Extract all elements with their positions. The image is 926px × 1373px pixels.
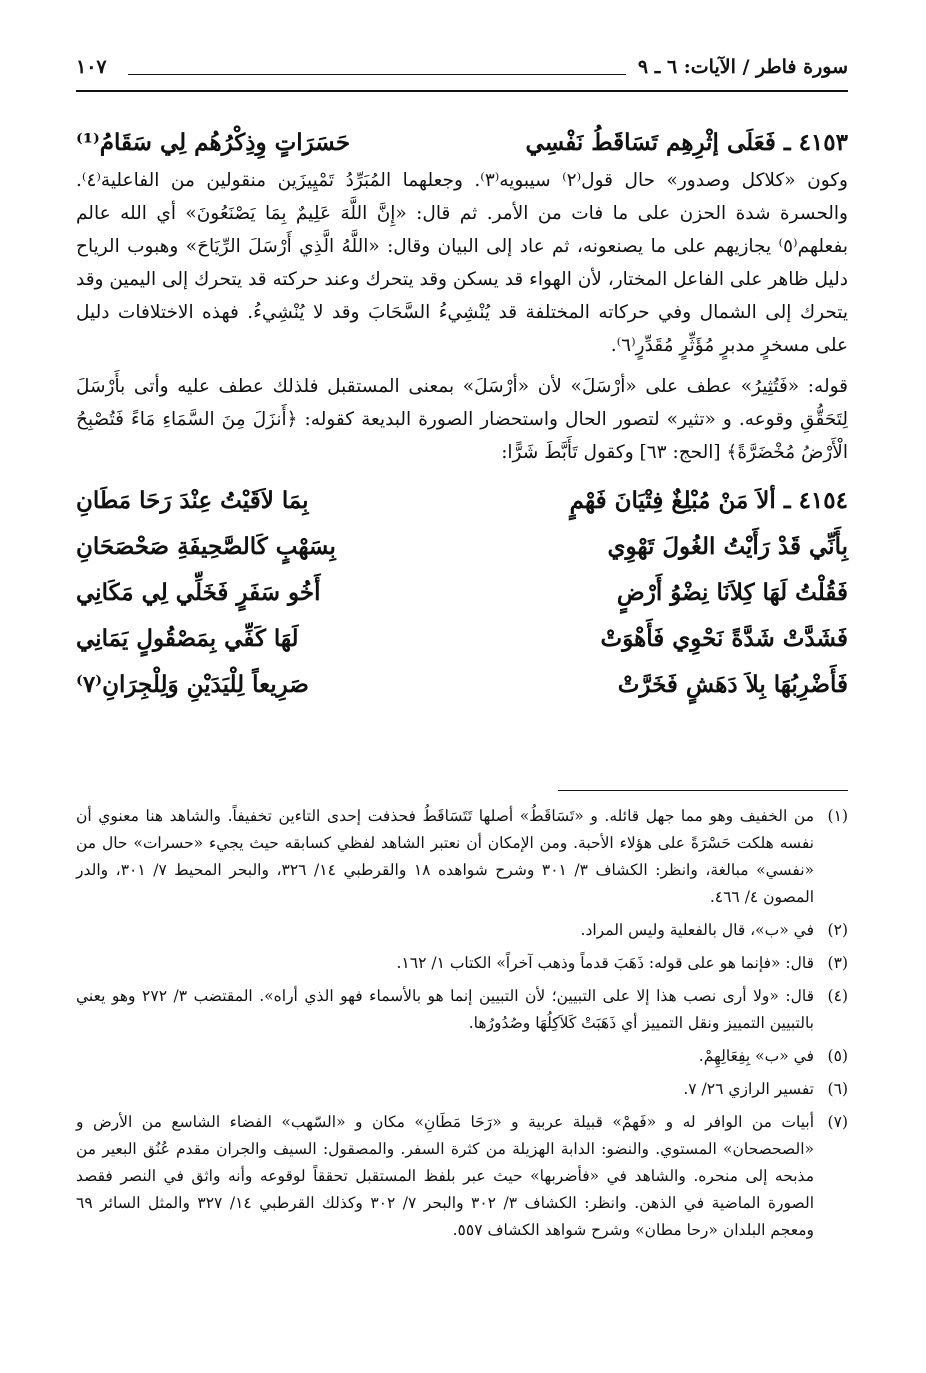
verse-second-hemistich: حَسَرَاتٍ وِذِكْرُهُم لِي سَقَامُ⁽¹⁾: [76, 128, 351, 156]
main-text: [76, 120, 848, 707]
footnote-text: أبيات من الوافر له و «فَهمْ» قبيلة عربية و «رَحَا مَطَانِ» مكان و «السّهب» الفضاء الشاسع من الأرض و «الصحصحان» المستوي. والنضو: الدابة الهزيلة من كثرة السفر. والمصقول: السيف والجران مقدم عُنُق البعير من مذبحه إلى منحره. والشاهد في «فأضربها» حيث عبر بلفظ المستقبل تحققاً لوقوعه وأنه واثق في النصر فقصد الصورة الماضية في الذهن. وانظر: الكشاف ٣/ ٣٠٢ والبحر ٧/ ٣٠٢ وكذلك القرطبي ١٤/ ٣٢٧ والمثل السائر ٦٩ ومعجم البلدان «رحا مطان» وشرح شواهد الكشاف ٥٥٧.: [76, 1113, 815, 1239]
verse-second-hemistich: أَخُو سَفَرٍ فَخَلِّي لِي مَكَانِي: [76, 578, 321, 606]
poem-line: [76, 615, 848, 661]
poem-line: [76, 523, 848, 569]
verse-first-hemistich: بِأَنِّي قَدْ رَأَيْتُ الغُولَ تَهْوِي: [607, 532, 848, 560]
verse-first-hemistich: فَشَدَّتْ شَدَّةً نَحْوِي فَأَهْوَتْ: [600, 624, 848, 652]
footnote-text: من الخفيف وهو مما جهل قائله. و «تَسَاقَطُ» أصلها تَتَسَاقَطُ فحذفت إحدى التاءين تخفيفاً. والشاهد هنا معنوي أن نفسه هلكت حَسْرَةً على هؤلاء الأحبة. ومن الإمكان أن نعتبر الشاهد لفظي كسابقه حيث يجيء «حسرات» حال من «نفسي» مبالغة، وانظر: الكشاف ٣/ ٣٠١ وشرح شواهده ١٨ والقرطبي ١٤/ ٣٢٦، والبحر المحيط ٧/ ٣٠١، والدر المصون ٤/ ٤٦٦.: [76, 807, 814, 906]
footnote-text: قال: «ولا أرى نصب هذا إلا على التبيين؛ لأن التبيين إنما هو بالأسماء فهو الذي أراه». المقتضب ٣/ ٢٧٢ وهو يعني بالتبيين التمييز ونقل التمييز أي ذَهَبَتْ كَلاَكِلُهَا وصُدُورُها.: [76, 987, 814, 1032]
footnote-text: قال: «فإنما هو على قوله: ذَهَبَ قدماً وذهب آخراً» الكتاب ١/ ١٦٢.: [396, 954, 814, 972]
page-number: ١٠٧: [76, 56, 107, 78]
footnote-number: (٧): [827, 1113, 848, 1131]
poem-line: [76, 569, 848, 615]
verse-first-hemistich: فَأَضْرِبُهَا بِلاَ دَهَشٍ فَخَرَّتْ: [617, 670, 848, 698]
footnote-number: (٤): [827, 987, 848, 1005]
footnote: [76, 1076, 848, 1103]
footnote: [76, 1043, 848, 1070]
footnote-number: (١): [827, 807, 848, 825]
footnote-text: تفسير الرازي ٢٦/ ٧.: [683, 1080, 814, 1098]
footnote: [76, 803, 848, 911]
footnote-number: (٦): [827, 1080, 848, 1098]
footnote-number: (٢): [827, 921, 848, 939]
verse-4153: [76, 120, 848, 164]
poem-line: [76, 477, 848, 523]
footnote: [76, 1109, 848, 1244]
poem-4154: [76, 477, 848, 707]
footnote: [76, 917, 848, 944]
page-header: [76, 52, 848, 90]
footnote: [76, 950, 848, 977]
commentary-paragraph-2: قوله: «فَتُثِيرُ» عطف على «أرْسَلَ» لأن «أرْسَلَ» بمعنى المستقبل فلذلك عطف عليه وأتى بأَرْسَلَ لِتَحَقُّقِ وقوعه. و «تثير» لتصور الحال واستحضار الصورة البديعة كقوله: ﴿أَنزَلَ مِنَ السَّمَاءِ مَاءً فَتُصْبِحُ الْأَرْضُ مُخْضَرَّةً﴾ [الحج: ٦٣] وكقول تَأَبَّطَ شَرًّا:: [76, 376, 848, 463]
verse-second-hemistich: بِمَا لاَقَيْتُ عِنْدَ رَحَا مَطَانِ: [76, 486, 309, 514]
footnote-separator: [558, 790, 848, 791]
verse-first-hemistich: ٤١٥٤ ـ ألاَ مَنْ مُبْلِغٌ فِتْيَانَ فَهْمٍ: [569, 486, 848, 514]
footnote: [76, 983, 848, 1037]
verse-second-hemistich: صَرِيعاً لِلْيَدَيْنِ وَلِلْجِرَانِ⁽٧⁾: [76, 670, 309, 698]
verse-first-hemistich: ٤١٥٣ ـ فَعَلَى إثْرِهِم تَسَاقَطُ نَفْسِي: [525, 128, 848, 156]
verse-second-hemistich: لَهَا كَفِّي بِمَصْقُولٍ يَمَانِي: [76, 624, 299, 652]
running-title: سورة فاطر / الآيات: ٦ ـ ٩: [637, 56, 848, 78]
footnote-number: (٣): [827, 954, 848, 972]
commentary-paragraph-1: وكون «كلاكل وصدور» حال قول⁽٢⁾ سيبويه⁽٣⁾. وجعلهما المُبَرِّدُ تَمْيِيزَين منقولين من الفاعلية⁽٤⁾. والحسرة شدة الحزن على ما فات من الأمر. ثم قال: «إِنَّ اللَّهَ عَلِيمٌ بِمَا يَصْنَعُونَ» أي الله عالم بفعلهم⁽٥⁾ يجازيهم على ما يصنعونه، ثم عاد إلى البيان وقال: «اللَّهُ الَّذِي أَرْسَلَ الرِّيَاحَ» وهبوب الرياح دليل ظاهر على الفاعل المختار، لأن الهواء قد يسكن وقد يتحرك وعند حركته قد يتحرك إلى اليمين وقد يتحرك إلى الشمال وفي حركاته المختلفة قد يُنْشِيءُ السَّحَابَ وقد لا يُنْشِيءُ. فهذه الاختلافات دليل على مسخرٍ مدبرٍ مُؤَثِّرٍ مُقَدِّرٍ⁽٦⁾.: [76, 170, 848, 356]
header-rule: [128, 74, 626, 75]
footnote-number: (٥): [827, 1047, 848, 1065]
verse-first-hemistich: فَقُلْتُ لَهَا كِلاَنَا نِضْوُ أَرْضٍ: [616, 578, 848, 606]
verse-second-hemistich: بِسَهْبٍ كَالصَّحِيفَةِ صَحْصَحَانِ: [76, 532, 336, 560]
footnote-text: في «ب»، قال بالفعلية وليس المراد.: [580, 921, 814, 939]
header-divider: [76, 90, 848, 92]
footnotes: [76, 803, 848, 1250]
poem-line: [76, 661, 848, 707]
footnote-text: في «ب» بِفِعَالِهِمْ.: [698, 1047, 814, 1065]
